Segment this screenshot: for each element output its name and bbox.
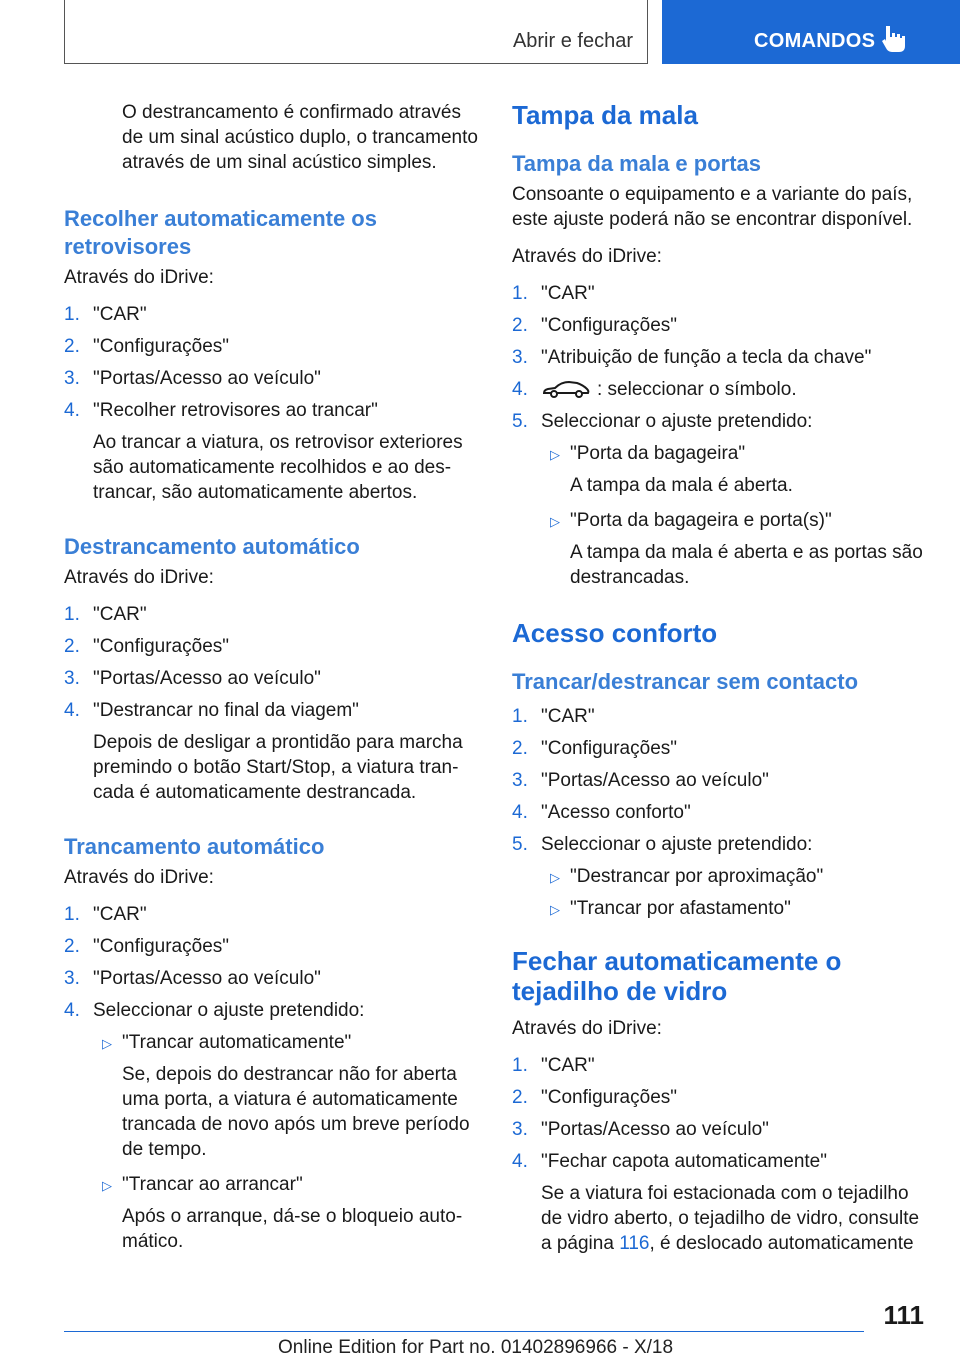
triangle-bullet-icon: ▷ (550, 447, 560, 462)
bullet-item: ▷ "Trancar automaticamente" (64, 1030, 484, 1055)
roof-note: Se a viatura foi estacionada com o tejadilho de vidro aberto, o tejadilho de vidro, consulte a página 116, é deslocado automaticamente (541, 1183, 920, 1254)
list-item: 2. "Configurações" (512, 1087, 678, 1108)
list-item: 4. : seleccionar o símbolo. (512, 379, 797, 400)
auto-lock-steps (64, 902, 484, 1023)
trunk-intro: Consoante o equipamento e a variante do país, este ajuste poderá não se encontrar disponível. (512, 184, 913, 230)
trunk-heading: Tampa da mala (512, 100, 698, 130)
list-item: 3. "Portas/Acesso ao veículo" (512, 1119, 769, 1140)
intro-paragraph: O destrancamento é confirmado através de um sinal acústico duplo, o trancamento através de um sinal acústico simples. (122, 102, 478, 173)
roof-via: Através do iDrive: (512, 1018, 662, 1039)
list-item: 5. Seleccionar o ajuste pretendido: (512, 834, 813, 855)
list-item: 1. "CAR" (64, 304, 147, 325)
list-item: 4. "Acesso conforto" (512, 802, 691, 823)
fold-mirrors-steps (64, 302, 484, 423)
roof-heading: Fechar automaticamente o tejadilho de vidro (512, 946, 842, 1006)
list-item: 3. "Portas/Acesso ao veículo" (64, 968, 321, 989)
header-chapter-label: COMANDOS (754, 30, 876, 52)
fold-mirrors-heading: Recolher automaticamente os retrovisores (64, 206, 377, 259)
list-item: 5. Seleccionar o ajuste pretendido: (512, 411, 813, 432)
list-item: 1. "CAR" (64, 604, 147, 625)
list-item: 2. "Configurações" (64, 636, 230, 657)
list-item: 4. "Fechar capota automaticamente" (512, 1151, 827, 1172)
roof-steps (512, 1053, 924, 1174)
header-chapter-tab[interactable] (662, 0, 960, 64)
bullet-item: ▷ "Trancar por afastamento" (512, 896, 924, 921)
fold-mirrors-note: Ao trancar a viatura, os retrovisor exteriores são automaticamente recolhidos e ao destrancar, são automaticamente abertos. (93, 432, 463, 503)
auto-lock-heading: Trancamento automático (64, 834, 325, 859)
auto-unlock-via: Através do iDrive: (64, 567, 214, 588)
list-item: 2. "Configurações" (64, 336, 230, 357)
fold-mirrors-via: Através do iDrive: (64, 267, 214, 288)
bullet-note: Após o arranque, dá-se o bloqueio automático. (122, 1206, 463, 1252)
bullet-item: ▷ "Destrancar por aproximação" (512, 864, 924, 889)
auto-lock-via: Através do iDrive: (64, 867, 214, 888)
list-item: 4. "Recolher retrovisores ao trancar" (64, 400, 378, 421)
list-item: 2. "Configurações" (512, 738, 678, 759)
list-item: 2. "Configurações" (512, 315, 678, 336)
auto-unlock-steps (64, 602, 484, 723)
bullet-item: ▷ "Trancar ao arrancar" (64, 1172, 484, 1197)
bullet-item: ▷ "Porta da bagageira" (512, 441, 924, 466)
trunk-via: Através do iDrive: (512, 246, 662, 267)
list-item: 3. "Portas/Acesso ao veículo" (512, 770, 769, 791)
list-item: 1. "CAR" (512, 1055, 595, 1076)
footer-edition: Online Edition for Part no. 01402896966 - X/18 (278, 1337, 674, 1358)
page-link[interactable]: 116 (619, 1233, 650, 1254)
triangle-bullet-icon: ▷ (550, 870, 560, 885)
comfort-subheading: Trancar/destrancar sem contacto (512, 669, 859, 694)
bullet-note: A tampa da mala é aberta e as portas são destrancadas. (570, 542, 923, 588)
auto-unlock-note: Depois de desligar a prontidão para marcha premindo o botão Start/Stop, a viatura trancada é automaticamente destrancada. (93, 732, 463, 803)
bullet-item: ▷ "Porta da bagageira e porta(s)" (512, 508, 924, 533)
page-number: 111 (883, 1300, 924, 1330)
auto-unlock-heading: Destrancamento automático (64, 534, 360, 559)
comfort-heading: Acesso conforto (512, 618, 718, 648)
list-item: 1. "CAR" (512, 706, 595, 727)
list-item: 2. "Configurações" (64, 936, 230, 957)
bullet-note: Se, depois do destrancar não for aberta uma porta, a viatura é automaticamente trancada de novo após um breve período de tempo. (122, 1064, 470, 1160)
triangle-bullet-icon: ▷ (102, 1178, 112, 1193)
bullet-note: A tampa da mala é aberta. (570, 475, 793, 496)
triangle-bullet-icon: ▷ (550, 514, 560, 529)
right-column (512, 100, 924, 1266)
header-section-box (64, 0, 648, 64)
footer-divider (64, 1331, 864, 1332)
car-trunk-icon (541, 379, 591, 399)
list-item: 4. Seleccionar o ajuste pretendido: (64, 1000, 365, 1021)
list-item: 1. "CAR" (64, 904, 147, 925)
comfort-steps (512, 704, 924, 857)
header-section-title: Abrir e fechar (512, 30, 633, 52)
list-item: 1. "CAR" (512, 283, 595, 304)
list-item: 4. "Destrancar no final da viagem" (64, 700, 359, 721)
pointing-hand-icon (880, 24, 908, 54)
triangle-bullet-icon: ▷ (550, 902, 560, 917)
list-item: 3. "Portas/Acesso ao veículo" (64, 368, 321, 389)
triangle-bullet-icon: ▷ (102, 1036, 112, 1051)
list-item: 3. "Portas/Acesso ao veículo" (64, 668, 321, 689)
list-item: 3. "Atribuição de função a tecla da chave" (512, 347, 872, 368)
left-column (64, 100, 484, 1264)
trunk-subheading: Tampa da mala e portas (512, 151, 762, 176)
trunk-steps (512, 281, 924, 434)
